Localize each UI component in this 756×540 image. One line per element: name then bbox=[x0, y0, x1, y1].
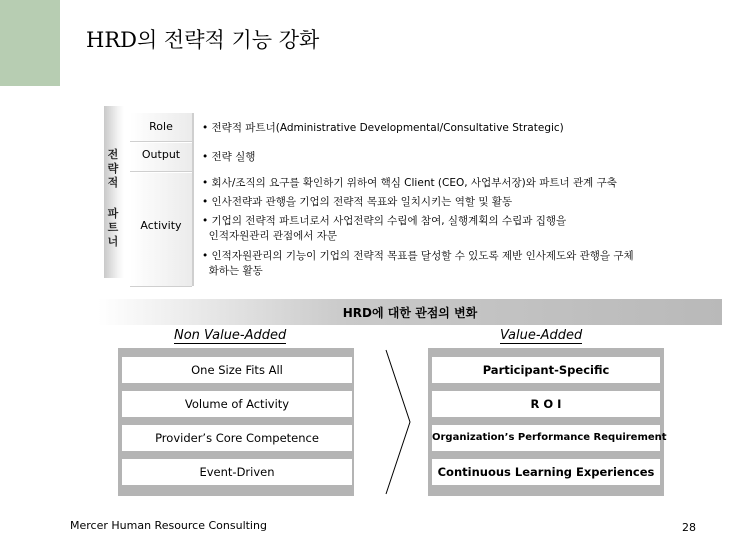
divider bbox=[130, 171, 192, 172]
side-char: 략 bbox=[107, 162, 119, 175]
left-cell: Provider’s Core Competence bbox=[122, 425, 352, 451]
page-title: HRD의 전략적 기능 강화 bbox=[86, 28, 320, 52]
chevron-right-icon bbox=[384, 348, 414, 496]
left-column-heading: Non Value-Added bbox=[174, 328, 287, 343]
section-banner-title: HRD에 대한 관점의 변화 bbox=[342, 306, 478, 320]
left-cell: Volume of Activity bbox=[122, 391, 352, 417]
right-cell: Participant-Specific bbox=[432, 357, 660, 383]
right-cell: R O I bbox=[432, 391, 660, 417]
left-cell: One Size Fits All bbox=[122, 357, 352, 383]
side-char: 트 bbox=[107, 221, 119, 234]
activity-item: • 인사전략과 관행을 기업의 전략적 목표와 일치시키는 역할 및 활동 bbox=[202, 196, 513, 208]
footer-company: Mercer Human Resource Consulting bbox=[70, 519, 267, 532]
side-char: 전 bbox=[107, 148, 119, 161]
left-cell: Event-Driven bbox=[122, 459, 352, 485]
divider bbox=[130, 141, 192, 142]
role-label: Role bbox=[149, 120, 173, 133]
activity-item: • 기업의 전략적 파트너로서 사업전략의 수립에 참여, 실행계획의 수립과 집행을 bbox=[202, 215, 567, 227]
activity-item-cont: 인적자원관리 관점에서 자문 bbox=[202, 230, 338, 242]
right-cell: Organization’s Performance Requirement bbox=[432, 425, 660, 451]
side-label-top bbox=[106, 148, 120, 190]
activity-label: Activity bbox=[140, 219, 182, 232]
activity-item: • 회사/조직의 요구를 확인하기 위하여 핵심 Client (CEO, 사업부서장)와 파트너 관계 구축 bbox=[202, 177, 617, 189]
right-cell: Continuous Learning Experiences bbox=[432, 459, 660, 485]
right-column-heading: Value-Added bbox=[500, 328, 583, 343]
activity-item: • 인적자원관리의 기능이 기업의 전략적 목표를 달성할 수 있도록 제반 인사제도와 관행을 구체 bbox=[202, 250, 634, 262]
side-label-bottom bbox=[106, 207, 120, 249]
divider bbox=[192, 113, 194, 286]
output-label: Output bbox=[141, 148, 181, 161]
right-panel bbox=[428, 348, 667, 496]
page-number: 28 bbox=[682, 521, 696, 534]
activity-item-cont: 화하는 활동 bbox=[202, 265, 263, 277]
side-char: 파 bbox=[107, 207, 119, 220]
divider bbox=[130, 286, 192, 287]
header-accent-block bbox=[0, 0, 60, 86]
side-char: 적 bbox=[107, 176, 119, 189]
output-text: • 전략 실행 bbox=[202, 151, 256, 163]
left-panel bbox=[118, 348, 354, 496]
side-char: 너 bbox=[107, 235, 119, 248]
role-text: • 전략적 파트너(Administrative Developmental/Consultative Strategic) bbox=[202, 122, 564, 134]
side-label-strip bbox=[104, 106, 124, 278]
